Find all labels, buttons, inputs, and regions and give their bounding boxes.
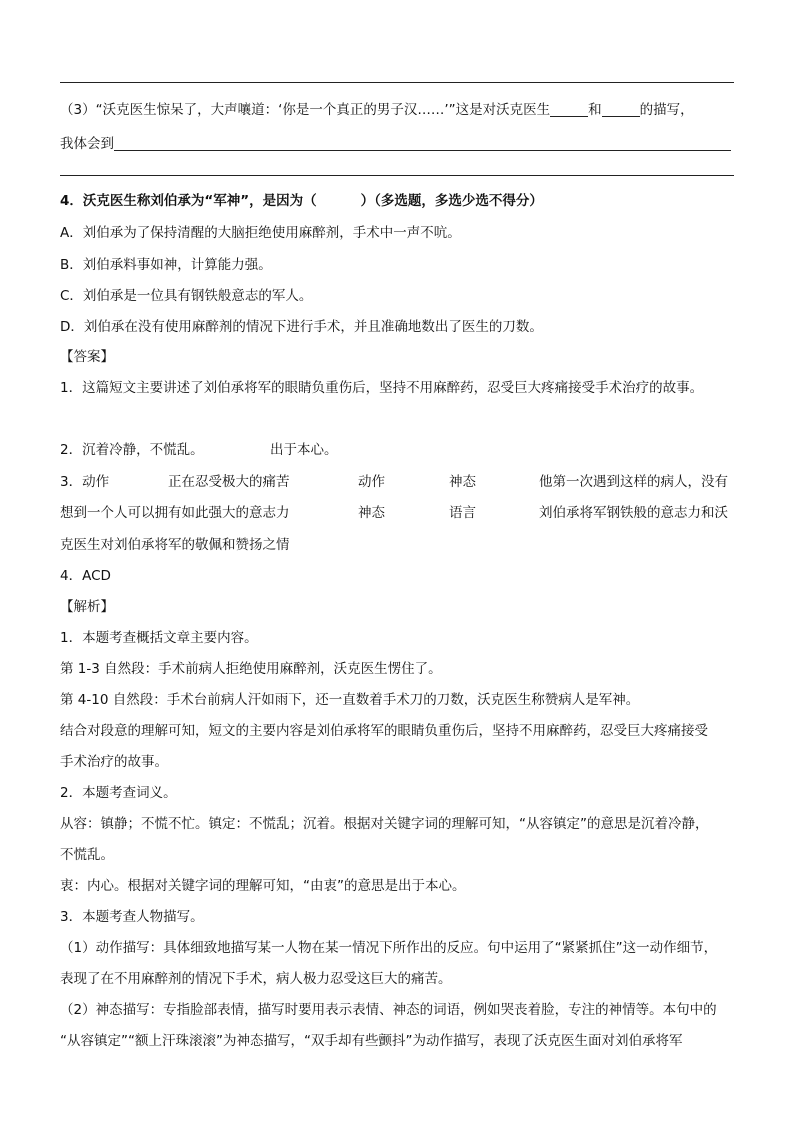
- analysis-line: 结合对段意的理解可知，短文的主要内容是刘伯承将军的眼睛负重伤后，坚持不用麻醉药，忍受巨大疼痛接受: [60, 723, 708, 739]
- answer-2-part-1: 2．沉着冷静，不慌乱。: [60, 442, 204, 458]
- question-4-stem: 4．沃克医生称刘伯承为“军神”，是因为（ ）（多选题，多选少选不得分）: [60, 193, 543, 209]
- question-3-line: [60, 100, 694, 120]
- option-a: A．刘伯承为了保持清醒的大脑拒绝使用麻醉剂，手术中一声不吭。: [60, 225, 461, 241]
- option-c: C．刘伯承是一位具有钢铁般意志的军人。: [60, 288, 313, 304]
- option-b: B．刘伯承料事如神，计算能力强。: [60, 257, 272, 273]
- answer-blank-line[interactable]: [60, 175, 734, 176]
- answer-3-cell: 神态: [449, 474, 476, 490]
- question-3-prompt: 我体会到: [60, 136, 114, 152]
- answer-3-cell: 3．动作: [60, 474, 110, 490]
- analysis-line: 1．本题考查概括文章主要内容。: [60, 630, 258, 646]
- answer-2-part-2: 出于本心。: [270, 442, 338, 458]
- analysis-line: 不慌乱。: [60, 847, 114, 863]
- analysis-line: 从容：镇静；不慌不忙。镇定：不慌乱；沉着。根据对关键字词的理解可知，“从容镇定”的意思是沉着冷静，: [60, 816, 709, 832]
- answer-3-cell: 正在忍受极大的痛苦: [168, 474, 290, 490]
- analysis-line: 2．本题考查词义。: [60, 785, 177, 801]
- analysis-line: 手术治疗的故事。: [60, 754, 168, 770]
- answer-3-cell: 语言: [449, 505, 476, 521]
- analysis-line: （2）神态描写：专指脸部表情，描写时要用表示表情、神态的词语，例如哭丧着脸，专注的神情等。本句中的: [60, 1002, 717, 1018]
- answer-3-cell: 神态: [358, 505, 385, 521]
- analysis-header: 【解析】: [60, 599, 114, 615]
- fill-blank-2[interactable]: [602, 102, 640, 117]
- analysis-line: 第 1-3 自然段：手术前病人拒绝使用麻醉剂，沃克医生愣住了。: [60, 661, 442, 677]
- analysis-line: （1）动作描写：具体细致地描写某一人物在某一情况下所作出的反应。句中运用了“紧紧抓住”这一动作细节，: [60, 940, 718, 956]
- answer-1: 1．这篇短文主要讲述了刘伯承将军的眼睛负重伤后，坚持不用麻醉药，忍受巨大疼痛接受手术治疗的故事。: [60, 380, 704, 396]
- fill-blank-1[interactable]: [550, 102, 588, 117]
- question-3-mid: 和: [588, 102, 602, 118]
- analysis-line: 第 4-10 自然段：手术台前病人汗如雨下，还一直数着手术刀的刀数，沃克医生称赞病人是军神。: [60, 692, 640, 708]
- question-3-end: 的描写，: [639, 102, 694, 118]
- question-3-line-2: [60, 134, 731, 154]
- question-3-text: （3）“沃克医生惊呆了，大声嚷道：‘你是一个真正的男子汉……’”这是对沃克医生: [60, 102, 551, 118]
- answer-3-cell: 想到一个人可以拥有如此强大的意志力: [60, 505, 290, 521]
- analysis-line: 表现了在不用麻醉剂的情况下手术，病人极力忍受这巨大的痛苦。: [60, 971, 452, 987]
- answer-blank-line[interactable]: [60, 82, 734, 83]
- answer-3-cell: 刘伯承将军钢铁般的意志力和沃: [539, 505, 728, 521]
- option-d: D．刘伯承在没有使用麻醉剂的情况下进行手术，并且准确地数出了医生的刀数。: [60, 319, 543, 335]
- answer-3-cell: 动作: [358, 474, 385, 490]
- analysis-line: “从容镇定”“额上汗珠滚滚”为神态描写，“双手却有些颤抖”为动作描写，表现了沃克医生面对刘伯承将军: [60, 1033, 683, 1049]
- answer-4: 4．ACD: [60, 568, 111, 584]
- analysis-line: 3．本题考查人物描写。: [60, 909, 204, 925]
- answer-3-continued: 克医生对刘伯承将军的敬佩和赞扬之情: [60, 537, 290, 553]
- answer-3-cell: 他第一次遇到这样的病人，没有: [539, 474, 728, 490]
- answer-header: 【答案】: [60, 349, 114, 365]
- analysis-line: 衷：内心。根据对关键字词的理解可知，“由衷”的意思是出于本心。: [60, 878, 466, 894]
- fill-blank-3[interactable]: [114, 136, 731, 151]
